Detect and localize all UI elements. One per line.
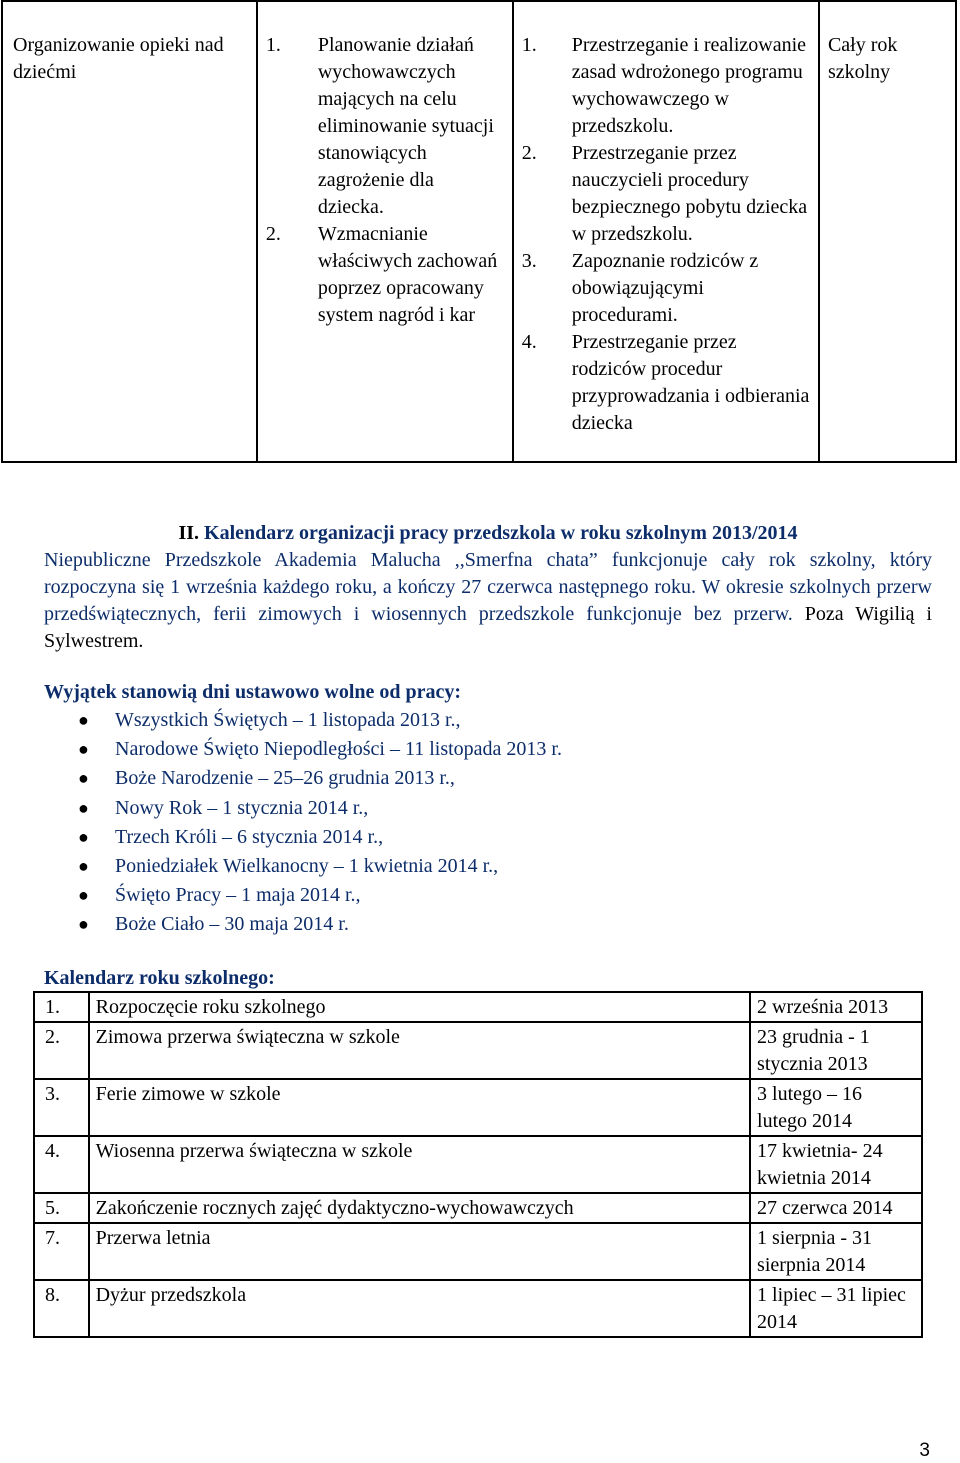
table-row	[34, 992, 922, 1022]
row-date: 3 lutego – 16 lutego 2014	[750, 1079, 922, 1136]
item-number: 2.	[521, 142, 537, 164]
bullet-icon: ●	[78, 856, 89, 877]
holiday-text: Trzech Króli – 6 stycznia 2014 r.,	[115, 825, 384, 848]
list-item	[522, 248, 810, 329]
holiday-list	[44, 706, 932, 940]
organization-table	[1, 0, 957, 463]
item-number: 2.	[265, 223, 281, 245]
row-date: 27 czerwca 2014	[750, 1193, 922, 1223]
list-item	[44, 794, 932, 823]
page-number: 3	[919, 1440, 930, 1461]
calendar-section	[44, 520, 932, 992]
tasks-cell	[513, 1, 819, 462]
table-row	[34, 1223, 922, 1280]
holiday-text: Nowy Rok – 1 stycznia 2014 r.,	[115, 796, 369, 819]
row-date: 2 września 2013	[750, 992, 922, 1022]
list-item	[266, 32, 504, 221]
list-item	[522, 140, 810, 248]
item-text: Zapoznanie rodziców z obowiązującymi procedurami.	[571, 250, 759, 326]
row-description: Dyżur przedszkola	[89, 1280, 750, 1337]
row-description: Zakończenie rocznych zajęć dydaktyczno-wychowawczych	[89, 1193, 750, 1223]
holiday-text: Święto Pracy – 1 maja 2014 r.,	[115, 884, 361, 907]
item-number: 3.	[521, 250, 537, 272]
section-title: Kalendarz organizacji pracy przedszkola w roku szkolnym 2013/2014	[204, 522, 798, 544]
item-number: 4.	[521, 331, 537, 353]
term-cell: Cały rok szkolny	[819, 1, 956, 462]
list-item	[522, 32, 810, 140]
row-number: 1.	[34, 992, 89, 1022]
exceptions-heading: Wyjątek stanowią dni ustawowo wolne od pracy:	[44, 681, 462, 703]
row-date: 1 lipiec – 31 lipiec 2014	[750, 1280, 922, 1337]
item-number: 1.	[265, 34, 281, 56]
row-date: 17 kwietnia- 24 kwietnia 2014	[750, 1136, 922, 1193]
calendar-heading: Kalendarz roku szkolnego:	[44, 966, 275, 989]
row-number: 3.	[34, 1079, 89, 1136]
bullet-icon: ●	[78, 710, 89, 731]
bullet-icon: ●	[78, 739, 89, 760]
bullet-icon: ●	[78, 826, 89, 847]
bullet-icon: ●	[78, 914, 89, 935]
item-text: Przestrzeganie i realizowanie zasad wdrożonego programu wychowawczego w przedszkolu.	[571, 34, 807, 137]
list-item	[266, 221, 504, 329]
row-description: Zimowa przerwa świąteczna w szkole	[89, 1022, 750, 1079]
table-row	[2, 1, 956, 462]
holiday-text: Boże Narodzenie – 25–26 grudnia 2013 r.,	[115, 767, 455, 790]
row-description: Rozpoczęcie roku szkolnego	[89, 992, 750, 1022]
holiday-text: Wszystkich Świętych – 1 listopada 2013 r.,	[115, 709, 461, 732]
row-date: 23 grudnia - 1 stycznia 2013	[750, 1022, 922, 1079]
table-row	[34, 1136, 922, 1193]
list-item	[522, 329, 810, 437]
table-row	[34, 1079, 922, 1136]
row-description: Wiosenna przerwa świąteczna w szkole	[89, 1136, 750, 1193]
bullet-icon: ●	[78, 885, 89, 906]
item-text: Przestrzeganie przez rodziców procedur przyprowadzania i odbierania dziecka	[571, 331, 810, 434]
section-heading	[44, 520, 932, 547]
item-text: Przestrzeganie przez nauczycieli procedury bezpiecznego pobytu dziecka w przedszkolu.	[571, 142, 808, 245]
list-item	[44, 706, 932, 735]
section-number: II.	[178, 522, 200, 544]
bullet-icon: ●	[78, 768, 89, 789]
row-description: Ferie zimowe w szkole	[89, 1079, 750, 1136]
table-row	[34, 1022, 922, 1079]
list-item	[44, 764, 932, 793]
list-item	[44, 735, 932, 764]
bullet-icon: ●	[78, 797, 89, 818]
row-number: 5.	[34, 1193, 89, 1223]
row-date: 1 sierpnia - 31 sierpnia 2014	[750, 1223, 922, 1280]
goals-cell	[257, 1, 513, 462]
school-year-calendar-table	[33, 991, 923, 1338]
list-item	[44, 823, 932, 852]
item-number: 1.	[521, 34, 537, 56]
table-row	[34, 1193, 922, 1223]
item-text: Wzmacnianie właściwych zachowań poprzez opracowany system nagród i kar	[317, 223, 498, 326]
paragraph-text: Niepubliczne Przedszkole Akademia Malucha ,,Smerfna chata” funkcjonuje cały rok szkolny, który rozpoczyna się 1 września każdego roku, a kończy 27 czerwca następnego roku. W okresie szkolnych przerw przedświątecznych, ferii zimowych i wiosennych przedszkole funkcjonuje bez przerw.	[44, 549, 932, 625]
row-number: 8.	[34, 1280, 89, 1337]
row-description: Przerwa letnia	[89, 1223, 750, 1280]
table-row	[34, 1280, 922, 1337]
task-area-cell: Organizowanie opieki nad dziećmi	[2, 1, 257, 462]
holiday-text: Narodowe Święto Niepodległości – 11 listopada 2013 r.	[115, 738, 562, 761]
list-item	[44, 910, 932, 939]
item-text: Planowanie działań wychowawczych mających na celu eliminowanie sytuacji stanowiących zagrożenie dla dziecka.	[317, 34, 494, 218]
row-number: 7.	[34, 1223, 89, 1280]
holiday-text: Boże Ciało – 30 maja 2014 r.	[115, 913, 349, 936]
list-item	[44, 852, 932, 881]
holiday-text: Poniedziałek Wielkanocny – 1 kwietnia 2014 r.,	[115, 855, 499, 878]
list-item	[44, 881, 932, 910]
row-number: 4.	[34, 1136, 89, 1193]
row-number: 2.	[34, 1022, 89, 1079]
intro-paragraph	[44, 547, 932, 655]
paragraph-tail: Poza Wigilią i Sylwestrem.	[44, 603, 932, 652]
